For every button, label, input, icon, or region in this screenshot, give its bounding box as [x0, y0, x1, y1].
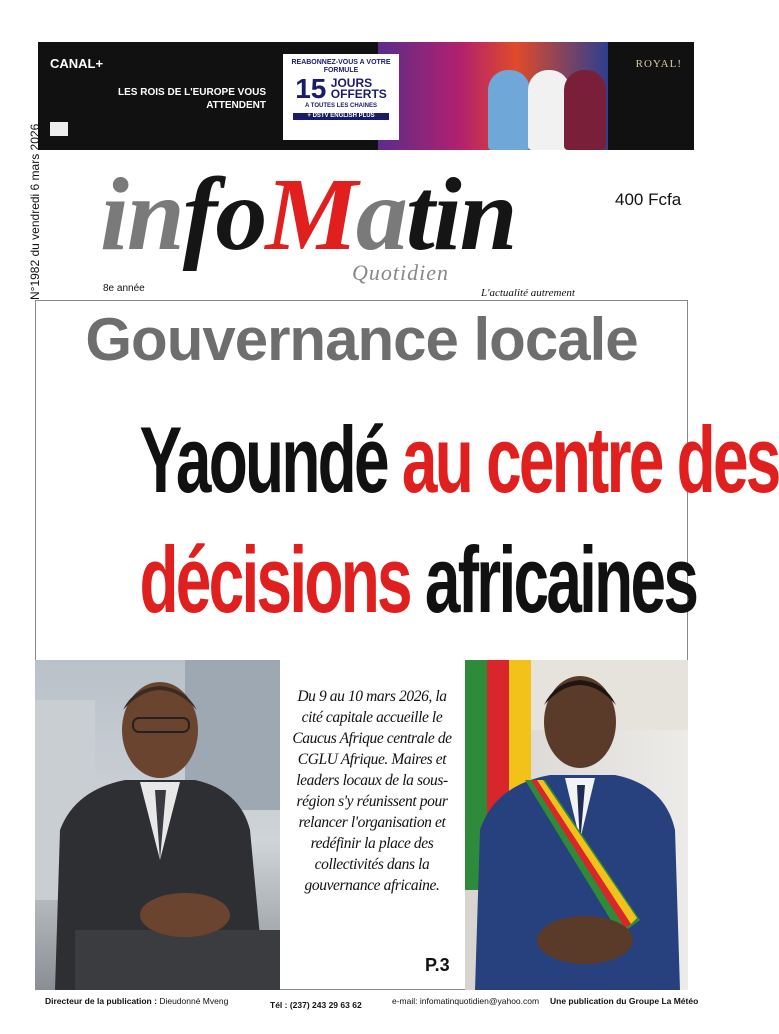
offer-line1: REABONNEZ-VOUS A VOTRE FORMULE	[291, 59, 391, 74]
headline-line2[interactable]	[139, 527, 697, 632]
offer-line3: A TOUTES LES CHAINES	[304, 103, 377, 109]
offer-number: 15	[295, 73, 327, 104]
offer-jours: JOURS	[330, 76, 373, 90]
year-label: 8e année	[103, 283, 145, 294]
headline-line2-red: décisions	[139, 527, 410, 632]
player-figure-icon	[488, 70, 530, 150]
ad-small-logo-icon	[50, 122, 68, 136]
headline-kicker: Gouvernance locale	[85, 306, 638, 373]
headline-line1-black: Yaoundé	[139, 407, 387, 512]
offer-offerts: OFFERTS	[330, 87, 387, 101]
offer-line4: + DSTV ENGLISH PLUS	[293, 113, 389, 120]
logo-quotidien: Quotidien	[352, 260, 449, 285]
issue-number: N°1982 du vendredi 6 mars 2026	[28, 123, 42, 300]
ad-slogan: LES ROIS DE L'EUROPE VOUS ATTENDENT	[118, 87, 266, 111]
masthead-slogan: L'actualité autrement	[481, 287, 575, 299]
left-portrait-photo[interactable]	[35, 660, 280, 990]
article-summary: Du 9 au 10 mars 2026, la cité capitale accueille le Caucus Afrique centrale de CGLU Afrique. Maires et leaders locaux de la sous-région s'y réunissent pour relancer l'organisation et redéfinir la place des collectivités dans la gouvernance africaine.	[292, 688, 452, 894]
page-reference[interactable]: P.3	[425, 955, 450, 975]
portrait-man-suit-icon	[35, 660, 280, 990]
ad-royal-logo: ROYAL!	[635, 58, 682, 70]
logo-a: a	[355, 157, 406, 272]
right-portrait-photo[interactable]	[465, 660, 688, 990]
director-name: Dieudonné Mveng	[159, 996, 229, 1006]
portrait-mayor-sash-icon	[465, 660, 688, 990]
headline-line1-red: au centre des	[401, 407, 779, 512]
offer-jours-group	[331, 78, 387, 100]
newspaper-logo[interactable]	[100, 157, 516, 272]
footer-email[interactable]: e-mail: infomatinquotidien@yahoo.com	[392, 996, 540, 1006]
ad-offer-box	[283, 54, 399, 140]
footer-director	[45, 996, 228, 1006]
price-label: 400 Fcfa	[615, 190, 682, 209]
ad-brand: CANAL+	[50, 56, 104, 71]
footer-publisher: Une publication du Groupe La Météo	[550, 996, 699, 1006]
headline-line1[interactable]	[139, 407, 779, 512]
logo-fo: fo	[182, 157, 266, 272]
logo-M: M	[265, 157, 356, 272]
director-label: Directeur de la publication :	[45, 996, 157, 1006]
footer-tel: Tél : (237) 243 29 63 62	[270, 1000, 362, 1010]
ad-players-photo	[378, 42, 608, 150]
player-figure-icon	[564, 70, 606, 150]
headline-line2-black: africaines	[424, 527, 697, 632]
logo-in: in	[100, 157, 183, 272]
logo-tin: tin	[405, 157, 516, 272]
canal-plus-ad-banner[interactable]	[38, 42, 694, 150]
